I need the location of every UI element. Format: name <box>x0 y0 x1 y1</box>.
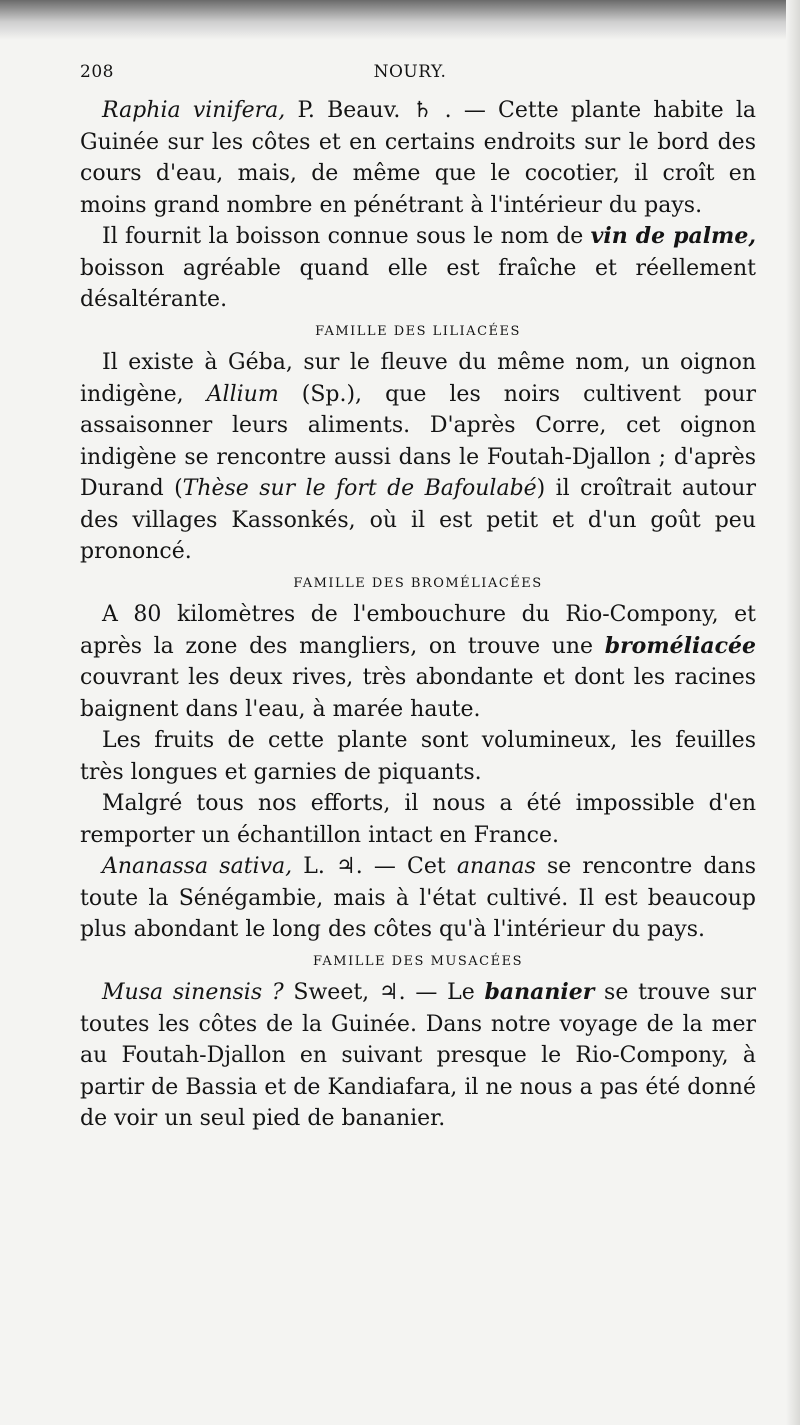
paragraph-text: . — Cet <box>355 854 457 879</box>
paragraph-allium <box>80 347 756 568</box>
paragraph-text: ) il croîtrait autour des villages Kassonkés, où il est petit et d'un goût peu prononcé. <box>80 476 756 564</box>
page-body <box>80 95 756 1135</box>
species-name: Allium <box>206 381 279 407</box>
species-name: Musa sinensis ? <box>102 980 284 1005</box>
paragraph-text: A 80 kilomètres de l'embouchure du Rio-Compony, et après la zone des mangliers, on trouve une <box>80 602 756 659</box>
paragraph-text: . — Le <box>398 980 485 1005</box>
paragraph-vin-de-palme <box>80 221 756 316</box>
lifeform-symbol: ♃ <box>336 854 356 879</box>
paragraph-text: se rencontre dans toute la Sénégambie, mais à l'état cultivé. Il est beaucoup plus abondant le long des côtes qu'à l'intérieur du pays. <box>80 854 757 942</box>
paragraph-efforts: Malgré tous nos efforts, il nous a été impossible d'en remporter un échantillon intact en France. <box>80 791 756 848</box>
paragraph-text: boisson agréable quand elle est fraîche et réellement désaltérante. <box>80 255 756 312</box>
paragraph-text: se trouve sur toutes les côtes de la Guinée. Dans notre voyage de la mer au Foutah-Djallon en suivant presque le Rio-Compony, à partir de Bassia et de Kandiafara, il ne nous a pas été donné de voir un seul pied de bananier. <box>80 980 757 1131</box>
reference-title: Thèse sur le fort de Bafoulabé <box>182 476 537 501</box>
paragraph-raphia <box>80 95 756 221</box>
vernacular-term: bananier <box>484 979 595 1005</box>
species-authority: P. Beauv. <box>285 98 413 123</box>
section-heading-liliacees: FAMILLE DES LILIACÉES <box>315 323 521 339</box>
paragraph-text: Il existe à Géba, sur le fleuve du même nom, un oignon indigène, <box>80 350 756 407</box>
vernacular-term: ananas <box>456 854 536 879</box>
paragraph-text: couvrant les deux rives, très abondante et dont les racines baignent dans l'eau, à marée haute. <box>80 665 756 722</box>
section-heading-bromeliacees: FAMILLE DES BROMÉLIACÉES <box>293 575 543 591</box>
paragraph-fruits: Les fruits de cette plante sont volumineux, les feuilles très longues et garnies de piquants. <box>80 728 756 785</box>
paragraph-text: . — Cette plante habite la Guinée sur les côtes et en certains endroits sur le bord des cours d'eau, mais, de même que le cocotier, il croît en moins grand nombre en pénétrant à l'intérieur du pays. <box>80 98 756 218</box>
vernacular-term: vin de palme, <box>590 223 756 249</box>
paragraph-musa <box>80 977 756 1135</box>
species-name: Ananassa sativa, <box>102 854 293 879</box>
running-title: NOURY. <box>373 62 447 82</box>
scan-shadow <box>0 0 800 40</box>
page-number: 208 <box>80 62 114 82</box>
species-name: Raphia vinifera, <box>102 98 286 123</box>
paragraph-bromeliacee <box>80 599 756 725</box>
species-authority: Sweet, <box>283 980 379 1005</box>
paragraph-text: Il fournit la boisson connue sous le nom de <box>102 224 591 249</box>
vernacular-term: broméliacée <box>604 632 756 659</box>
paragraph-ananassa <box>80 851 756 946</box>
species-authority: L. <box>292 854 336 879</box>
lifeform-symbol: ♄ <box>412 98 433 123</box>
paragraph-text: (Sp.), que les noirs cultivent pour assaisonner leurs aliments. D'après Corre, cet oignon indigène se rencontre aussi dans le Foutah-Djallon ; d'après Durand ( <box>80 381 756 501</box>
lifeform-symbol: ♃ <box>378 980 399 1005</box>
section-heading-musacees: FAMILLE DES MUSACÉES <box>313 953 523 969</box>
running-header <box>80 62 740 86</box>
scan-edge <box>786 0 800 1425</box>
